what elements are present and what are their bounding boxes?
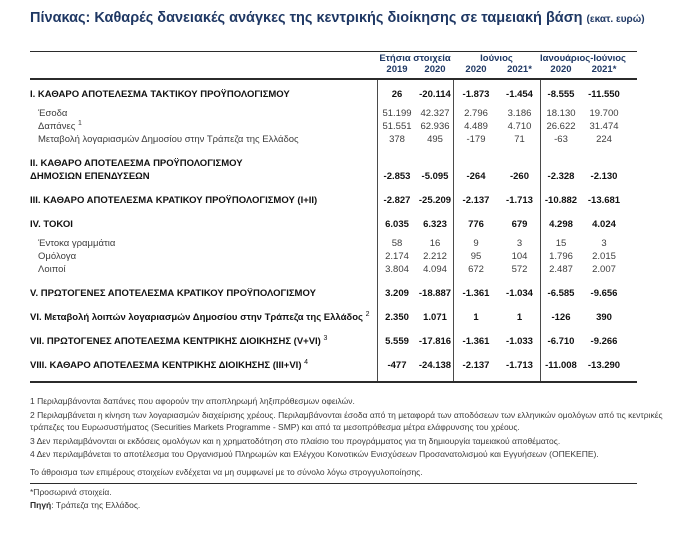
value-cell: 4.024: [592, 219, 616, 230]
row-label-text: I. ΚΑΘΑΡΟ ΑΠΟΤΕΛΕΣΜΑ ΤΑΚΤΙΚΟΥ ΠΡΟΫΠΟΛΟΓΙΣΜΟΥ: [30, 89, 290, 100]
value-cell: 26.622: [546, 121, 576, 132]
row-label-superscript: 4: [304, 358, 309, 366]
source-label: Πηγή: [30, 499, 52, 510]
value-cell: 95: [470, 251, 482, 262]
row-label-text: Έσοδα: [38, 108, 68, 119]
value-cell: 4.489: [464, 121, 488, 132]
value-cell: 104: [511, 251, 528, 262]
value-cell: -18.887: [418, 288, 452, 299]
value-cell: -13.290: [587, 360, 621, 371]
row-label: [30, 263, 377, 276]
value-cell: 26: [391, 89, 403, 100]
value-cell: -24.138: [418, 360, 452, 371]
value-cell: 3.804: [385, 264, 409, 275]
value-cell: -63: [554, 134, 568, 145]
value-cell: -477: [387, 360, 407, 371]
value-cell: -260: [509, 171, 529, 182]
value-cell: 495: [427, 134, 443, 145]
value-cell: -1.361: [462, 288, 490, 299]
value-cell: 19.700: [589, 108, 619, 119]
column-group-june: Ιούνιος: [480, 53, 513, 64]
value-cell: 6.035: [385, 219, 409, 230]
value-cell: -6.585: [547, 288, 575, 299]
value-cell: -264: [466, 171, 486, 182]
value-cell: 2.174: [385, 251, 409, 262]
value-cell: 378: [389, 134, 405, 145]
value-cell: 2.212: [423, 251, 447, 262]
table-row: [30, 263, 637, 276]
value-cell: 2.350: [385, 312, 409, 323]
year-header-janjune-2021: 2021*: [591, 64, 617, 75]
row-label-line2: ΔΗΜΟΣΙΩΝ ΕΠΕΝΔΥΣΕΩΝ: [30, 171, 150, 182]
value-cell: 15: [555, 238, 567, 249]
year-header-annual-2019: 2019: [386, 64, 408, 75]
table-row: [30, 287, 637, 300]
provisional-note: *Προσωρινά στοιχεία.: [30, 487, 112, 497]
table-row: [30, 250, 637, 263]
row-label: [30, 250, 377, 263]
value-cell: 224: [596, 134, 612, 145]
value-cell: 1: [473, 312, 479, 323]
year-header-annual-2020: 2020: [424, 64, 446, 75]
row-label-text: VIII. ΚΑΘΑΡΟ ΑΠΟΤΕΛΕΣΜΑ ΚΕΝΤΡΙΚΗΣ ΔΙΟΙΚΗΣΗΣ (III+VI): [30, 360, 302, 371]
value-cell: 3: [516, 238, 523, 249]
value-cell: 62.936: [420, 121, 450, 132]
row-label-superscript: 2: [365, 310, 370, 318]
value-cell: -8.555: [547, 89, 575, 100]
title-text: Πίνακας: Καθαρές δανειακές ανάγκες της κεντρικής διοίκησης σε ταμειακή βάση: [30, 10, 583, 26]
value-cell: -1.713: [506, 195, 533, 206]
row-label-text: IV. ΤΟΚΟΙ: [30, 219, 73, 230]
row-label-text: Μεταβολή λογαριασμών Δημοσίου στην Τράπεζα της Ελλάδος: [38, 134, 299, 145]
table-header: [30, 52, 637, 80]
value-cell: -10.882: [544, 195, 578, 206]
footnote-1: 1 Περιλαμβάνονται δαπάνες που αφορούν την αποπληρωμή ληξιπρόθεσμων οφειλών.: [30, 396, 355, 406]
value-cell: 3.209: [385, 288, 409, 299]
footnote-4: 4 Δεν περιλαμβάνεται το αποτέλεσμα του Οργανισμού Πληρωμών και Ελέγχου Κοινοτικών Ενισχύσεων Προσανατολισμού και Εγγυήσεων (ΟΠΕΚΕΠΕ).: [30, 449, 599, 459]
row-label-text: II. ΚΑΘΑΡΟ ΑΠΟΤΕΛΕΣΜΑ ΠΡΟΫΠΟΛΟΓΙΣΜΟΥ: [30, 158, 243, 169]
page-title: [30, 9, 693, 27]
row-label: [30, 218, 377, 231]
column-group-row: [30, 52, 637, 64]
value-cell: 51.199: [382, 108, 412, 119]
year-header-june-2020: 2020: [465, 64, 487, 75]
table-row: [30, 88, 637, 101]
row-label-text: III. ΚΑΘΑΡΟ ΑΠΟΤΕΛΕΣΜΑ ΚΡΑΤΙΚΟΥ ΠΡΟΫΠΟΛΟΓΙΣΜΟΥ (I+II): [30, 195, 318, 206]
value-cell: 679: [511, 219, 528, 230]
footnotes: [30, 395, 682, 478]
table-row: [30, 120, 637, 133]
value-cell: 776: [468, 219, 484, 230]
row-label-text: Έντοκα γραμμάτια: [38, 238, 116, 249]
value-cell: 71: [514, 134, 525, 145]
value-cell: -1.361: [462, 336, 490, 347]
table-row: [30, 133, 637, 146]
year-header-row: [30, 64, 637, 76]
value-cell: 2.007: [592, 264, 616, 275]
footnote-2: 2 Περιλαμβάνεται η κίνηση των λογαριασμών διαχείρισης χρέους. Περιλαμβάνονται έσοδα από τη μεταφορά των αποδόσεων των ελληνικών ομολόγων από τις κεντρικές τράπεζες του Ευρωσυστήματος (Securities Markets Programme - SMP) και από τα μεσοπρόθεσμα μέτρα ελάφρυνσης του χρέους.: [30, 409, 663, 432]
row-label: [30, 287, 377, 300]
year-header-june-2021: 2021*: [507, 64, 532, 75]
row-label: [30, 237, 377, 250]
row-label: [30, 359, 377, 372]
value-cell: 6.323: [423, 219, 447, 230]
table-row: [30, 218, 637, 231]
source-rule: [30, 483, 637, 484]
value-cell: 2.487: [549, 264, 573, 275]
footnote-3: 3 Δεν περιλαμβάνονται οι εκδόσεις ομολόγων και η χρηματοδότηση στο πλαίσιο του προγράμματος για τη δημιουργία ταμειακού αποθέματος.: [30, 435, 561, 446]
value-cell: 2.015: [592, 251, 616, 262]
value-cell: 4.094: [423, 264, 447, 275]
row-label: [30, 157, 377, 183]
value-cell: -179: [466, 134, 486, 145]
value-cell: -2.137: [462, 360, 490, 371]
value-cell: 1: [516, 312, 523, 323]
value-cell: -1.873: [462, 89, 490, 100]
value-cell: -1.713: [506, 360, 533, 371]
value-cell: -13.681: [587, 195, 621, 206]
year-header-janjune-2020: 2020: [550, 64, 572, 75]
value-cell: 18.130: [546, 108, 576, 119]
column-divider: [377, 80, 378, 381]
table-row: [30, 237, 637, 250]
rounding-note: Το άθροισμα των επιμέρους στοιχείων ενδέχεται να μη συμφωνεί με το σύνολο λόγω στρογγυλοποίησης.: [30, 466, 423, 477]
value-cell: 16: [429, 238, 441, 249]
table-row: [30, 194, 637, 207]
table-row: [30, 335, 637, 348]
value-cell: -1.454: [506, 89, 533, 100]
value-cell: 672: [468, 264, 484, 275]
row-label-superscript: 1: [77, 119, 82, 127]
row-label: [30, 120, 377, 133]
value-cell: -1.033: [506, 336, 533, 347]
value-cell: 1.071: [423, 312, 447, 323]
value-cell: -6.710: [547, 336, 575, 347]
value-cell: -126: [551, 312, 571, 323]
value-cell: -9.656: [590, 288, 618, 299]
column-group-annual: Ετήσια στοιχεία: [379, 53, 451, 64]
row-label-text: Δαπάνες: [38, 121, 76, 132]
value-cell: -25.209: [418, 195, 452, 206]
title-unit: (εκατ. ευρώ): [586, 14, 645, 25]
source-line: [30, 499, 693, 512]
value-cell: 572: [511, 264, 528, 275]
value-cell: 31.474: [589, 121, 619, 132]
value-cell: -5.095: [421, 171, 449, 182]
value-cell: 42.327: [420, 108, 450, 119]
column-divider: [540, 80, 541, 381]
row-label-text: VII. ΠΡΩΤΟΓΕΝΕΣ ΑΠΟΤΕΛΕΣΜΑ ΚΕΝΤΡΙΚΗΣ ΔΙΟΙΚΗΣΗΣ (V+VI): [30, 336, 321, 347]
row-label: [30, 107, 377, 120]
value-cell: 51.551: [382, 121, 412, 132]
value-cell: -2.853: [383, 171, 411, 182]
column-divider: [453, 80, 454, 381]
row-label-text: Λοιποί: [38, 264, 66, 275]
value-cell: 58: [391, 238, 403, 249]
value-cell: 9: [473, 238, 479, 249]
value-cell: -20.114: [419, 89, 451, 100]
value-cell: -2.827: [383, 195, 411, 206]
value-cell: -2.130: [590, 171, 618, 182]
value-cell: -17.816: [418, 336, 452, 347]
value-cell: -11.550: [588, 89, 620, 100]
table-row: [30, 359, 637, 372]
row-label-text: VI. Μεταβολή λοιπών λογαριασμών Δημοσίου στην Τράπεζα της Ελλάδος: [30, 312, 363, 323]
value-cell: -2.137: [462, 195, 490, 206]
source-text: : Τράπεζα της Ελλάδος.: [51, 499, 141, 510]
table-body: [30, 80, 637, 383]
row-label-text: V. ΠΡΩΤΟΓΕΝΕΣ ΑΠΟΤΕΛΕΣΜΑ ΚΡΑΤΙΚΟΥ ΠΡΟΫΠΟΛΟΓΙΣΜΟΥ: [30, 288, 316, 299]
value-cell: -2.328: [547, 171, 575, 182]
value-cell: 4.298: [549, 219, 573, 230]
value-cell: 4.710: [507, 121, 532, 132]
column-group-jan-june: Ιανουάριος-Ιούνιος: [540, 53, 626, 64]
value-cell: 3: [601, 238, 607, 249]
value-cell: 3.186: [507, 108, 532, 119]
value-cell: 2.796: [464, 108, 488, 119]
value-cell: -9.266: [590, 336, 618, 347]
row-label-text: Ομόλογα: [38, 251, 77, 262]
data-table: [30, 51, 637, 383]
row-label: [30, 335, 377, 348]
value-cell: 390: [596, 312, 612, 323]
value-cell: 5.559: [385, 336, 409, 347]
table-row: [30, 157, 637, 183]
table-row: [30, 107, 637, 120]
value-cell: -1.034: [506, 288, 533, 299]
row-label: [30, 194, 377, 207]
row-label-superscript: 3: [323, 334, 328, 342]
table-row: [30, 311, 637, 324]
row-label: [30, 311, 377, 324]
row-label: [30, 88, 377, 101]
value-cell: -11.008: [545, 360, 577, 371]
value-cell: 1.796: [549, 251, 573, 262]
row-label: [30, 133, 377, 146]
